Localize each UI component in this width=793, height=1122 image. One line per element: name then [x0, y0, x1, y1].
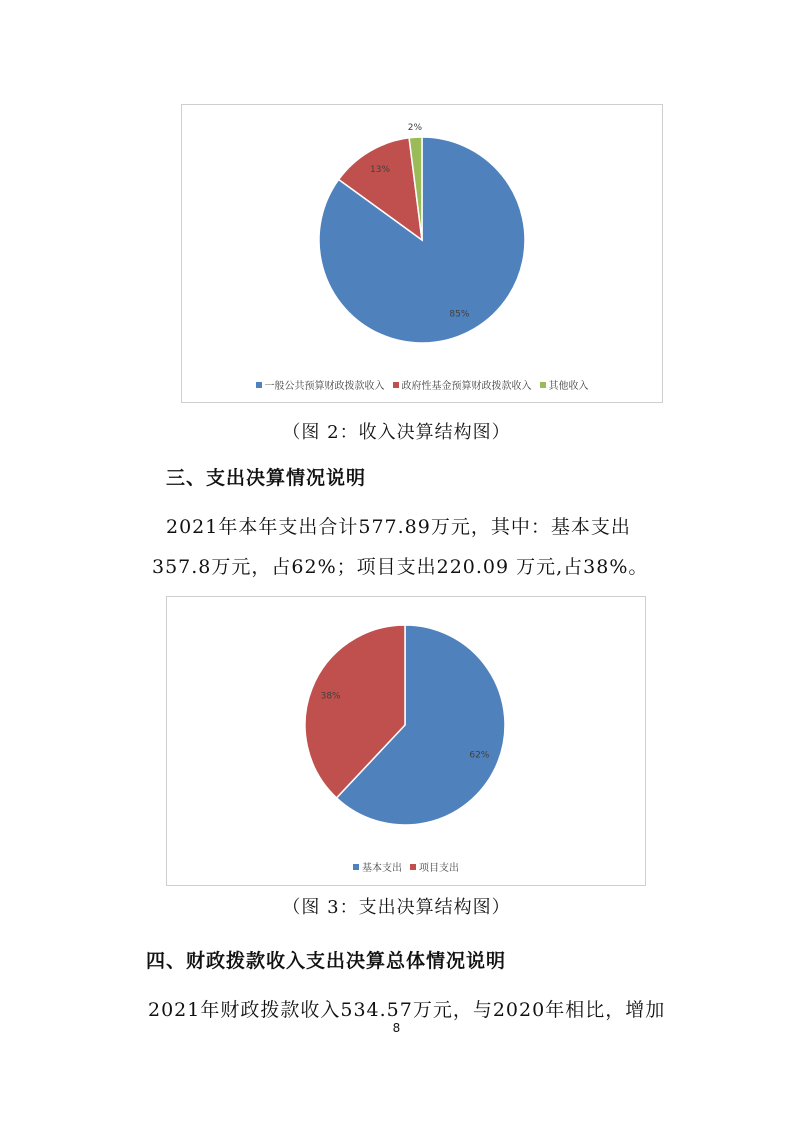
section4-heading: 四、财政拨款收入支出决算总体情况说明: [146, 950, 507, 972]
chart2-legend-item-0: [353, 859, 402, 874]
chart1-legend-swatch-0: [256, 382, 262, 388]
expenditure-structure-chart: [166, 596, 646, 886]
section4-paragraph-line1: 2021年财政拨款收入534.57万元，与2020年相比，增加: [148, 999, 666, 1021]
chart2-caption: （图 2：收入决算结构图）: [282, 422, 511, 443]
page-number: 8: [392, 1021, 401, 1035]
chart3-caption: （图 3：支出决算结构图）: [282, 897, 511, 918]
income-chart-legend: [182, 377, 662, 392]
chart2-legend-item-1: [410, 859, 459, 874]
expenditure-chart-legend: [167, 859, 645, 874]
income-structure-chart: [181, 104, 663, 403]
chart1-data-label-0: 85%: [449, 309, 470, 320]
chart2-legend-label-1: 项目支出: [419, 863, 459, 874]
chart1-legend-item-2: [540, 377, 589, 392]
chart2-legend-swatch-1: [410, 864, 416, 870]
chart2-data-label-0: 62%: [469, 750, 490, 761]
section3-heading: 三、支出决算情况说明: [166, 467, 367, 489]
income-pie-chart: [182, 105, 662, 402]
chart1-legend-item-1: [393, 377, 532, 392]
chart1-data-label-2: 2%: [407, 123, 423, 134]
chart2-legend-swatch-0: [353, 864, 359, 870]
chart1-legend-item-0: [256, 377, 385, 392]
chart1-legend-label-1: 政府性基金预算财政拨款收入: [401, 381, 532, 392]
section3-paragraph-line2: 357.8万元，占62%；项目支出220.09 万元,占38%。: [152, 556, 649, 578]
chart1-legend-label-2: 其他收入: [548, 381, 589, 392]
expenditure-pie-chart: [167, 597, 645, 885]
chart2-data-label-1: 38%: [320, 691, 341, 702]
section3-paragraph-line1: 2021年本年支出合计577.89万元，其中：基本支出: [166, 516, 631, 538]
chart1-legend-label-0: 一般公共预算财政拨款收入: [264, 381, 385, 392]
chart1-legend-swatch-1: [393, 382, 399, 388]
chart2-legend-label-0: 基本支出: [362, 863, 402, 874]
chart1-legend-swatch-2: [540, 382, 546, 388]
chart1-data-label-1: 13%: [370, 165, 391, 176]
